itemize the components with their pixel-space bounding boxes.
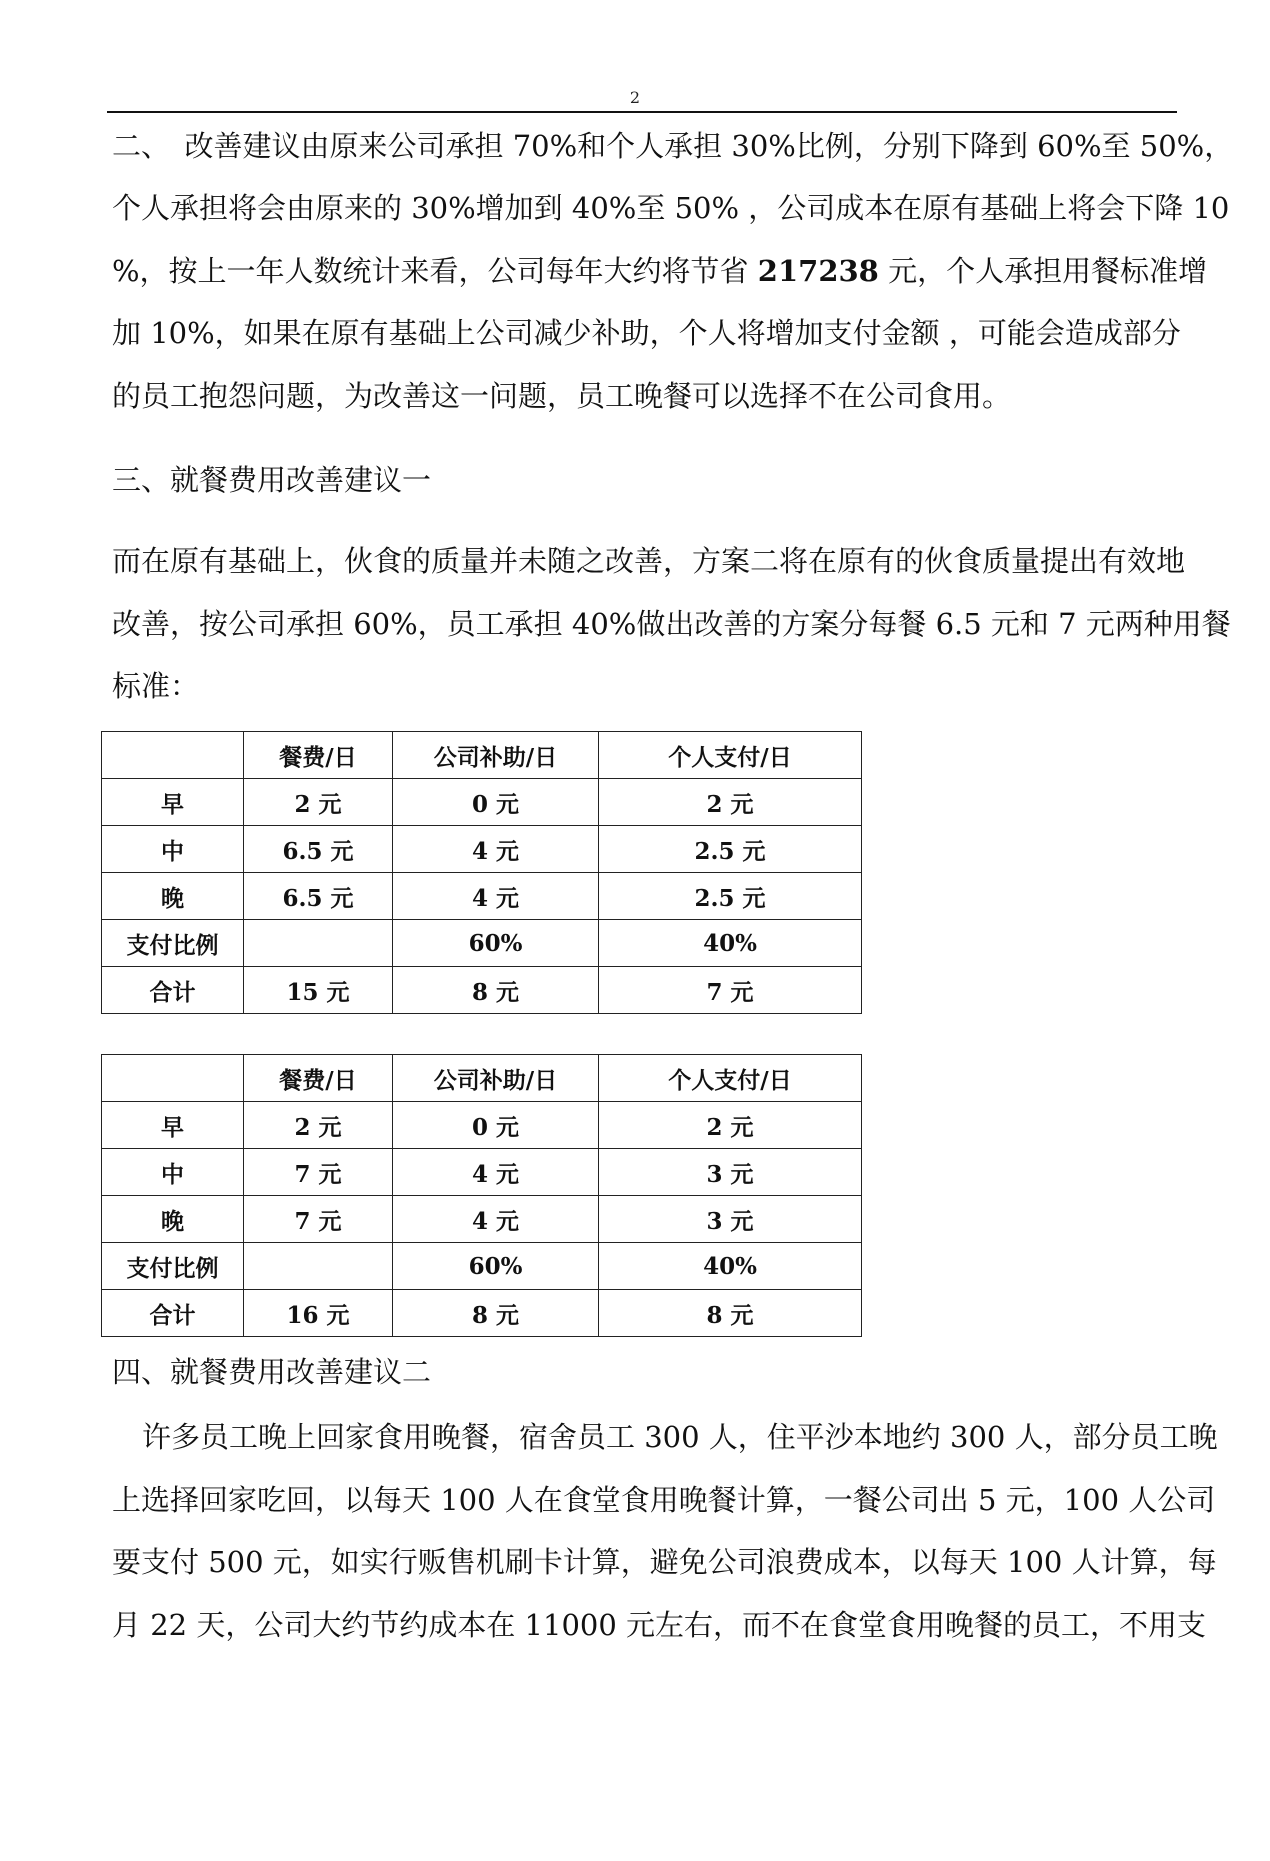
table-cell: 7 元 [244, 1196, 393, 1243]
section3-line-1: 而在原有基础上，伙食的质量并未随之改善，方案二将在原有的伙食质量提出有效地 [112, 544, 1186, 578]
table-cell: 8 元 [599, 1290, 862, 1337]
table-cell: 40% [599, 920, 862, 967]
table-cell: 支付比例 [102, 1243, 244, 1290]
table-row [102, 920, 862, 967]
table-cell: 7 元 [244, 1149, 393, 1196]
header-rule [107, 111, 1177, 113]
section2-line-3-text-b: 元，个人承担用餐标准增 [878, 254, 1208, 288]
table-row [102, 967, 862, 1014]
table-cell: 4 元 [393, 826, 599, 873]
section4-line-2: 上选择回家吃回，以每天 100 人在食堂食用晚餐计算，一餐公司出 5 元，100 人公司 [112, 1483, 1216, 1517]
section2-line-2: 个人承担将会由原来的 30%增加到 40%至 50% ，公司成本在原有基础上将会下降 10 [112, 191, 1230, 225]
table-header-cell: 个人支付/日 [599, 732, 862, 779]
table-cell: 2 元 [599, 1102, 862, 1149]
section2-line-5: 的员工抱怨问题，为改善这一问题，员工晚餐可以选择不在公司食用。 [112, 379, 1012, 413]
table-cell: 早 [102, 779, 244, 826]
table-header-cell: 个人支付/日 [599, 1055, 862, 1102]
table-header-cell [102, 1055, 244, 1102]
table-row [102, 1196, 862, 1243]
table-cell: 6.5 元 [244, 873, 393, 920]
meal-table-1 [101, 731, 862, 1014]
table-cell: 3 元 [599, 1196, 862, 1243]
table-header-cell: 餐费/日 [244, 732, 393, 779]
section3-line-3: 标准： [112, 669, 200, 703]
table-header-cell [102, 732, 244, 779]
table-cell: 0 元 [393, 779, 599, 826]
section3-line-2: 改善，按公司承担 60%，员工承担 40%做出改善的方案分每餐 6.5 元和 7 元两种用餐 [112, 607, 1231, 641]
table-cell: 40% [599, 1243, 862, 1290]
table-cell: 4 元 [393, 1149, 599, 1196]
table-header-cell: 公司补助/日 [393, 1055, 599, 1102]
table-row [102, 779, 862, 826]
table-cell: 15 元 [244, 967, 393, 1014]
section4-line-3: 要支付 500 元，如实行贩售机刷卡计算，避免公司浪费成本，以每天 100 人计算，每 [112, 1545, 1217, 1579]
table-cell: 中 [102, 826, 244, 873]
table-cell: 4 元 [393, 1196, 599, 1243]
section2-line-3 [112, 251, 1208, 291]
table-row [102, 1290, 862, 1337]
table-cell: 合计 [102, 967, 244, 1014]
table-header-row [102, 732, 862, 779]
table-cell: 8 元 [393, 967, 599, 1014]
savings-amount: 217238 [757, 254, 879, 288]
table-cell: 7 元 [599, 967, 862, 1014]
table-cell: 晚 [102, 873, 244, 920]
table-cell: 60% [393, 1243, 599, 1290]
table-cell: 支付比例 [102, 920, 244, 967]
section3-heading: 三、就餐费用改善建议一 [112, 463, 432, 497]
table-cell: 中 [102, 1149, 244, 1196]
table-cell: 早 [102, 1102, 244, 1149]
table-row [102, 1149, 862, 1196]
table-cell: 60% [393, 920, 599, 967]
table-header-cell: 餐费/日 [244, 1055, 393, 1102]
table-cell: 晚 [102, 1196, 244, 1243]
table-row [102, 1102, 862, 1149]
table-cell [244, 1243, 393, 1290]
table-cell [244, 920, 393, 967]
section2-line-3-text-a: %，按上一年人数统计来看，公司每年大约将节省 [112, 254, 758, 288]
section2-line-4: 加 10%，如果在原有基础上公司减少补助，个人将增加支付金额 ，可能会造成部分 [112, 316, 1181, 350]
table-row [102, 826, 862, 873]
table-header-cell: 公司补助/日 [393, 732, 599, 779]
table-cell: 2 元 [244, 1102, 393, 1149]
table-cell: 6.5 元 [244, 826, 393, 873]
table-cell: 2 元 [244, 779, 393, 826]
section4-heading: 四、就餐费用改善建议二 [112, 1355, 432, 1389]
table-cell: 2.5 元 [599, 826, 862, 873]
table-header-row [102, 1055, 862, 1102]
table-row [102, 1243, 862, 1290]
table-cell: 0 元 [393, 1102, 599, 1149]
table-cell: 8 元 [393, 1290, 599, 1337]
table-cell: 2.5 元 [599, 873, 862, 920]
table-cell: 合计 [102, 1290, 244, 1337]
table-cell: 2 元 [599, 779, 862, 826]
section4-line-1: 许多员工晚上回家食用晚餐，宿舍员工 300 人，住平沙本地约 300 人，部分员工晚 [142, 1420, 1218, 1454]
table-cell: 3 元 [599, 1149, 862, 1196]
table-cell: 16 元 [244, 1290, 393, 1337]
section4-line-4: 月 22 天，公司大约节约成本在 11000 元左右，而不在食堂食用晚餐的员工，不用支 [112, 1608, 1207, 1642]
table-cell: 4 元 [393, 873, 599, 920]
table-row [102, 873, 862, 920]
meal-table-2 [101, 1054, 862, 1337]
section2-line-1: 二、 改善建议由原来公司承担 70%和个人承担 30%比例，分别下降到 60%至 50%， [112, 129, 1234, 163]
page-number: 2 [629, 88, 641, 107]
